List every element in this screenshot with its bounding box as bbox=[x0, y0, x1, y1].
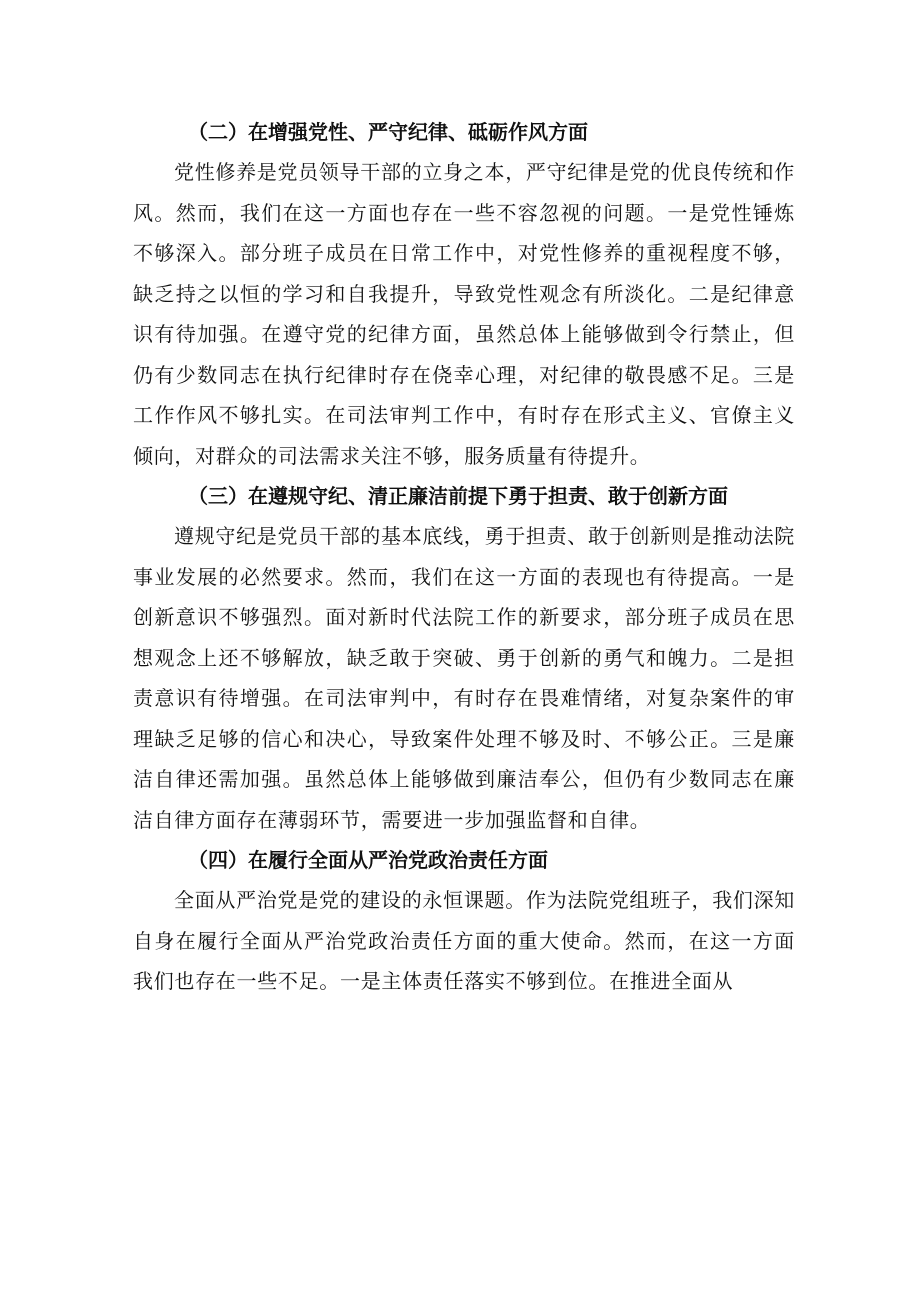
section-heading-2: （二）在增强党性、严守纪律、砥砺作风方面 bbox=[188, 120, 588, 144]
section-body-3: 遵规守纪是党员干部的基本底线，勇于担责、敢于创新则是推动法院事业发展的必然要求。然而，我们在这一方面的表现也有待提高。一是创新意识不够强烈。面对新时代法院工作的新要求，部分班子成员在思想观念上还不够解放，缺乏敢于突破、勇于创新的勇气和魄力。二是担责意识有待增强。在司法审判中，有时存在畏难情绪，对复杂案件的审理缺乏足够的信心和决心，导致案件处理不够及时、不够公正。三是廉洁自律还需加强。虽然总体上能够做到廉洁奉公，但仍有少数同志在廉洁自律方面存在薄弱环节，需要进一步加强监督和自律。 bbox=[133, 524, 795, 832]
section-heading-4: （四）在履行全面从严治党政治责任方面 bbox=[188, 848, 548, 872]
section-body-2: 党性修养是党员领导干部的立身之本，严守纪律是党的优良传统和作风。然而，我们在这一方面也存在一些不容忽视的问题。一是党性锤炼不够深入。部分班子成员在日常工作中，对党性修养的重视程度不够，缺乏持之以恒的学习和自我提升，导致党性观念有所淡化。二是纪律意识有待加强。在遵守党的纪律方面，虽然总体上能够做到令行禁止，但仍有少数同志在执行纪律时存在侥幸心理，对纪律的敬畏感不足。三是工作作风不够扎实。在司法审判工作中，有时存在形式主义、官僚主义倾向，对群众的司法需求关注不够，服务质量有待提升。 bbox=[133, 160, 795, 468]
section-body-4: 全面从严治党是党的建设的永恒课题。作为法院党组班子，我们深知自身在履行全面从严治党政治责任方面的重大使命。然而，在这一方面我们也存在一些不足。一是主体责任落实不够到位。在推进全面从 bbox=[133, 888, 795, 993]
section-heading-3: （三）在遵规守纪、清正廉洁前提下勇于担责、敢于创新方面 bbox=[188, 484, 728, 508]
document-content bbox=[133, 112, 795, 1002]
